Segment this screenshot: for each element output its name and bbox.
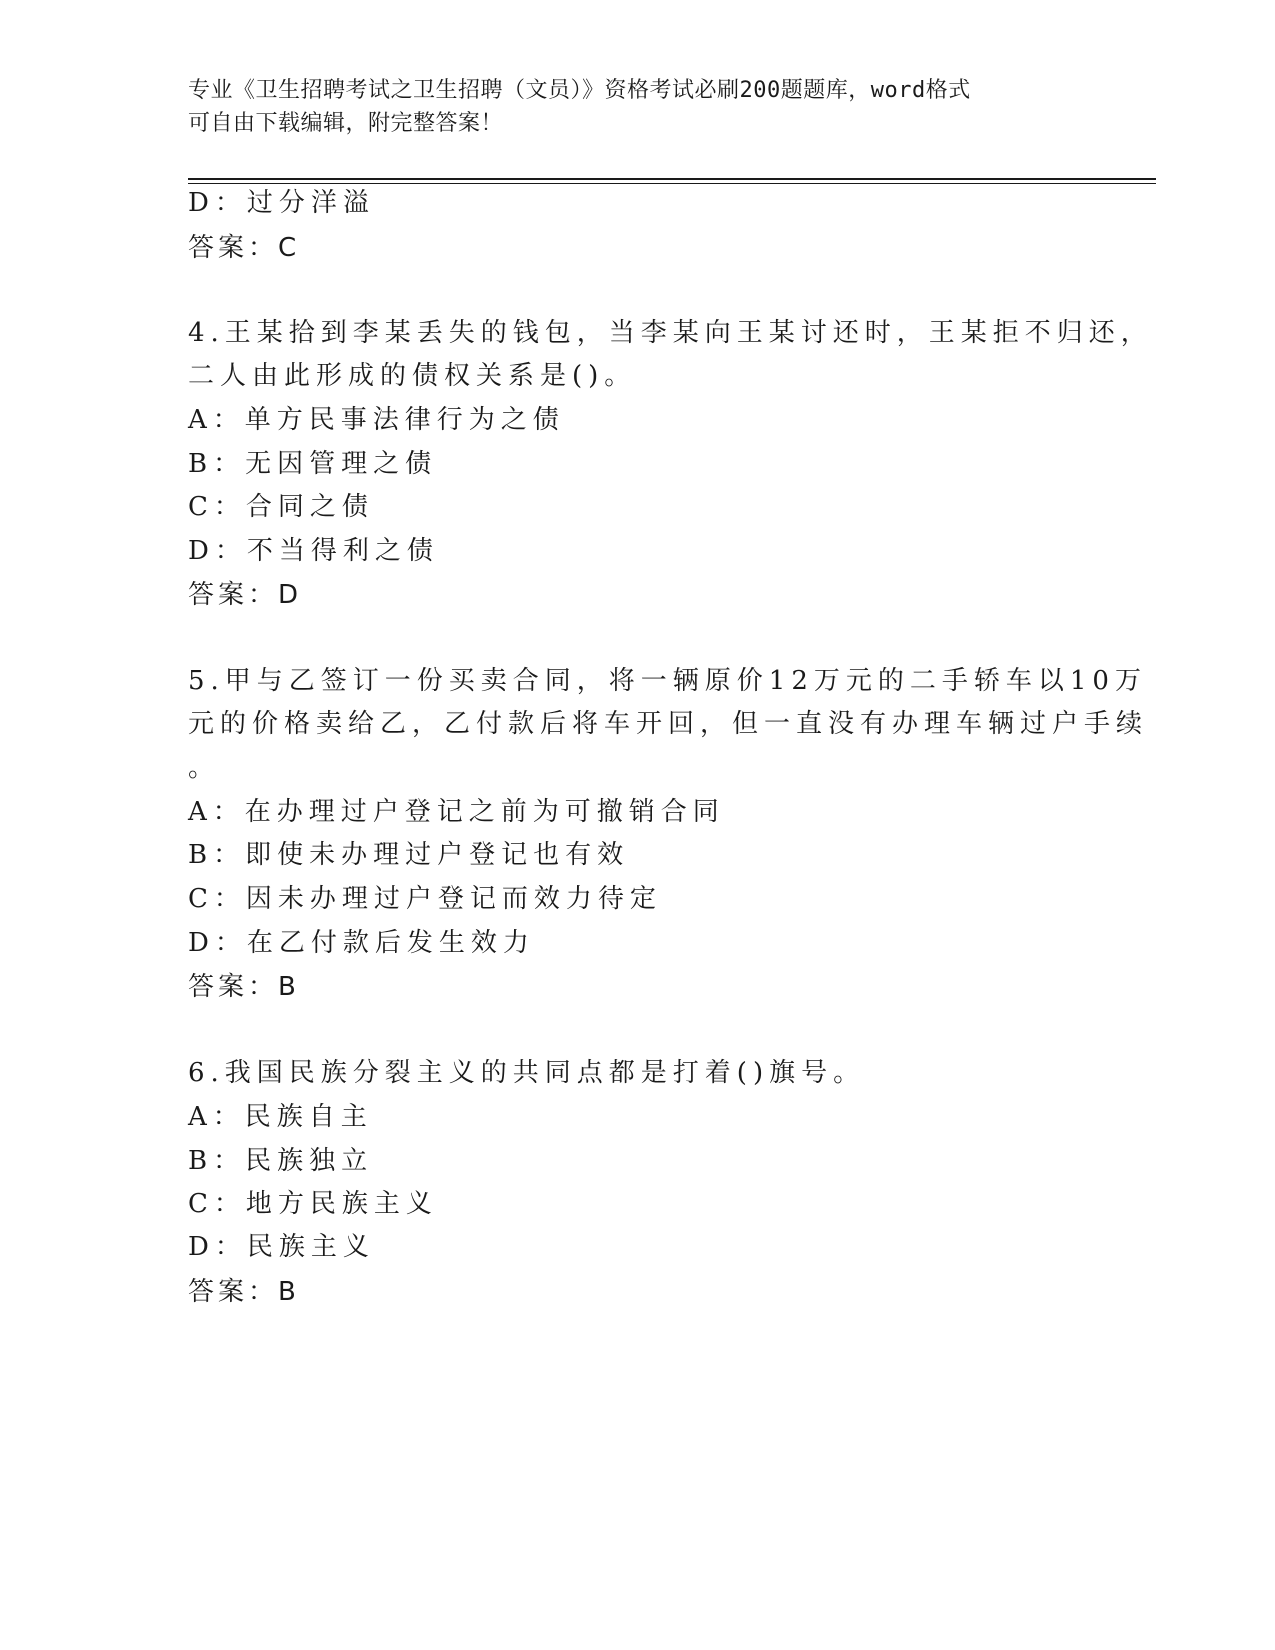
q6-option-a: A：民族自主 <box>188 1102 373 1132</box>
q5-answer: 答案：B <box>188 972 300 1002</box>
q4-option-c: C：合同之债 <box>188 492 374 522</box>
q4-answer: 答案：D <box>188 580 303 610</box>
header-divider-thick <box>188 178 1156 180</box>
q6-option-c: C：地方民族主义 <box>188 1189 438 1219</box>
q4-stem-line-1: 4.王某拾到李某丢失的钱包，当李某向王某讨还时，王某拒不归还， <box>188 318 1153 348</box>
header-title-line-1: 专业《卫生招聘考试之卫生招聘（文员）》资格考试必刷200题题库，word格式 <box>188 78 971 103</box>
q4-option-d: D：不当得利之债 <box>188 536 439 566</box>
q4-option-b: B：无因管理之债 <box>188 449 438 479</box>
prev-answer: 答案：C <box>188 233 301 263</box>
q6-option-b: B：民族独立 <box>188 1146 374 1176</box>
q4-option-a: A：单方民事法律行为之债 <box>188 405 565 435</box>
q5-option-a: A：在办理过户登记之前为可撤销合同 <box>188 797 725 827</box>
q6-option-d: D：民族主义 <box>188 1232 375 1262</box>
q6-stem-line-1: 6.我国民族分裂主义的共同点都是打着()旗号。 <box>188 1058 866 1088</box>
q5-stem-line-2: 元的价格卖给乙，乙付款后将车开回，但一直没有办理车辆过户手续 <box>188 709 1149 739</box>
header-divider-thin <box>188 183 1156 184</box>
page-header <box>188 74 1068 140</box>
prev-option-d: D：过分洋溢 <box>188 188 375 218</box>
q5-stem-line-1: 5.甲与乙签订一份买卖合同，将一辆原价12万元的二手轿车以10万 <box>188 666 1147 696</box>
q5-stem-line-3: 。 <box>188 753 221 783</box>
q5-option-c: C：因未办理过户登记而效力待定 <box>188 884 662 914</box>
q6-answer: 答案：B <box>188 1277 300 1307</box>
q4-stem-line-2: 二人由此形成的债权关系是()。 <box>188 361 637 391</box>
q5-option-d: D：在乙付款后发生效力 <box>188 928 535 958</box>
q5-option-b: B：即使未办理过户登记也有效 <box>188 840 630 870</box>
header-title-line-2: 可自由下载编辑，附完整答案！ <box>188 111 504 136</box>
